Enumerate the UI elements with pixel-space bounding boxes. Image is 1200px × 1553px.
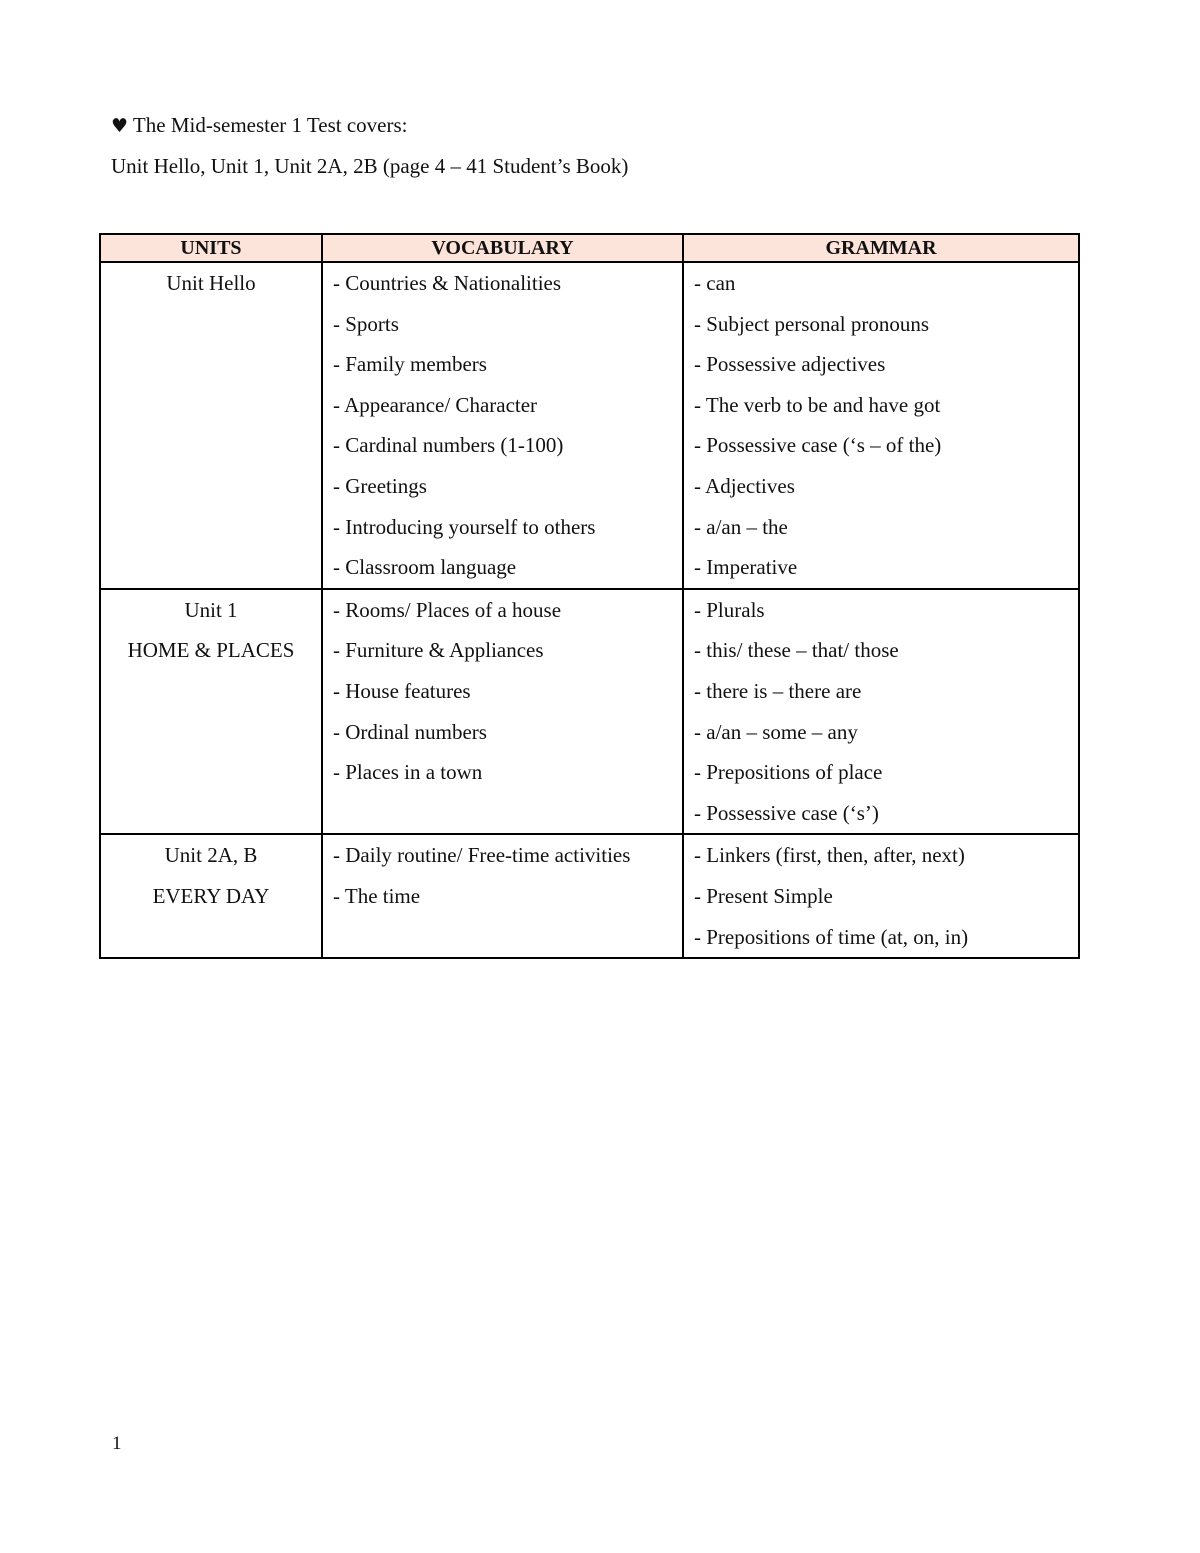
syllabus-table [99, 233, 1080, 959]
vocabulary-item: - Rooms/ Places of a house [333, 597, 562, 622]
heading-text: The Mid-semester 1 Test covers: [132, 113, 408, 137]
unit-cell [100, 262, 322, 589]
grammar-cell [683, 262, 1079, 589]
grammar-cell [683, 589, 1079, 835]
grammar-item: - a/an – the [694, 514, 788, 539]
vocabulary-item: - Furniture & Appliances [333, 638, 544, 663]
grammar-item: - Prepositions of place [694, 760, 883, 785]
unit-name: Unit Hello [166, 271, 256, 295]
unit-cell [100, 589, 322, 835]
scope-line: Unit Hello, Unit 1, Unit 2A, 2B (page 4 – 41 Student’s Book) [111, 154, 629, 178]
unit-name: Unit 1 [184, 597, 238, 622]
grammar-item: - there is – there are [694, 678, 862, 703]
vocabulary-item: - Introducing yourself to others [333, 514, 596, 539]
table-row [100, 834, 1079, 958]
table-header-row [100, 234, 1079, 262]
grammar-item: - Present Simple [694, 883, 833, 908]
grammar-item: - Imperative [694, 555, 798, 580]
vocabulary-item: - Countries & Nationalities [333, 271, 562, 295]
grammar-item: - a/an – some – any [694, 719, 858, 744]
vocabulary-item: - Appearance/ Character [333, 392, 538, 417]
header-vocabulary: VOCABULARY [322, 234, 683, 262]
table-row [100, 589, 1079, 835]
vocabulary-item: - Ordinal numbers [333, 719, 487, 744]
vocabulary-item: - Daily routine/ Free-time activities [333, 843, 631, 868]
heart-icon: ♥ [111, 115, 129, 137]
vocabulary-cell [322, 589, 683, 835]
vocabulary-item: - House features [333, 678, 471, 703]
grammar-item: - Prepositions of time (at, on, in) [694, 924, 969, 949]
header-grammar: GRAMMAR [683, 234, 1079, 262]
grammar-item: - Possessive case (‘s – of the) [694, 433, 942, 458]
unit-title: HOME & PLACES [127, 638, 295, 663]
grammar-item: - Linkers (first, then, after, next) [694, 843, 965, 868]
vocabulary-cell [322, 262, 683, 589]
unit-title: EVERY DAY [152, 883, 270, 908]
vocabulary-cell [322, 834, 683, 958]
grammar-item: - Adjectives [694, 473, 795, 498]
vocabulary-item: - Cardinal numbers (1-100) [333, 433, 564, 458]
page-number: 1 [112, 1433, 122, 1454]
grammar-item: - The verb to be and have got [694, 392, 941, 417]
vocabulary-item: - Places in a town [333, 760, 483, 785]
vocabulary-item: - Classroom language [333, 555, 517, 580]
grammar-cell [683, 834, 1079, 958]
grammar-item: - this/ these – that/ those [694, 638, 899, 663]
grammar-item: - can [694, 271, 736, 295]
unit-cell [100, 834, 322, 958]
unit-name: Unit 2A, B [164, 843, 258, 868]
heading [111, 113, 408, 138]
table-row [100, 262, 1079, 589]
header-units: UNITS [100, 234, 322, 262]
grammar-item: - Subject personal pronouns [694, 311, 930, 336]
vocabulary-item: - Family members [333, 352, 487, 377]
grammar-item: - Possessive case (‘s’) [694, 800, 879, 825]
vocabulary-item: - Greetings [333, 473, 427, 498]
grammar-item: - Plurals [694, 597, 765, 622]
vocabulary-item: - The time [333, 883, 421, 908]
vocabulary-item: - Sports [333, 311, 399, 336]
grammar-item: - Possessive adjectives [694, 352, 886, 377]
